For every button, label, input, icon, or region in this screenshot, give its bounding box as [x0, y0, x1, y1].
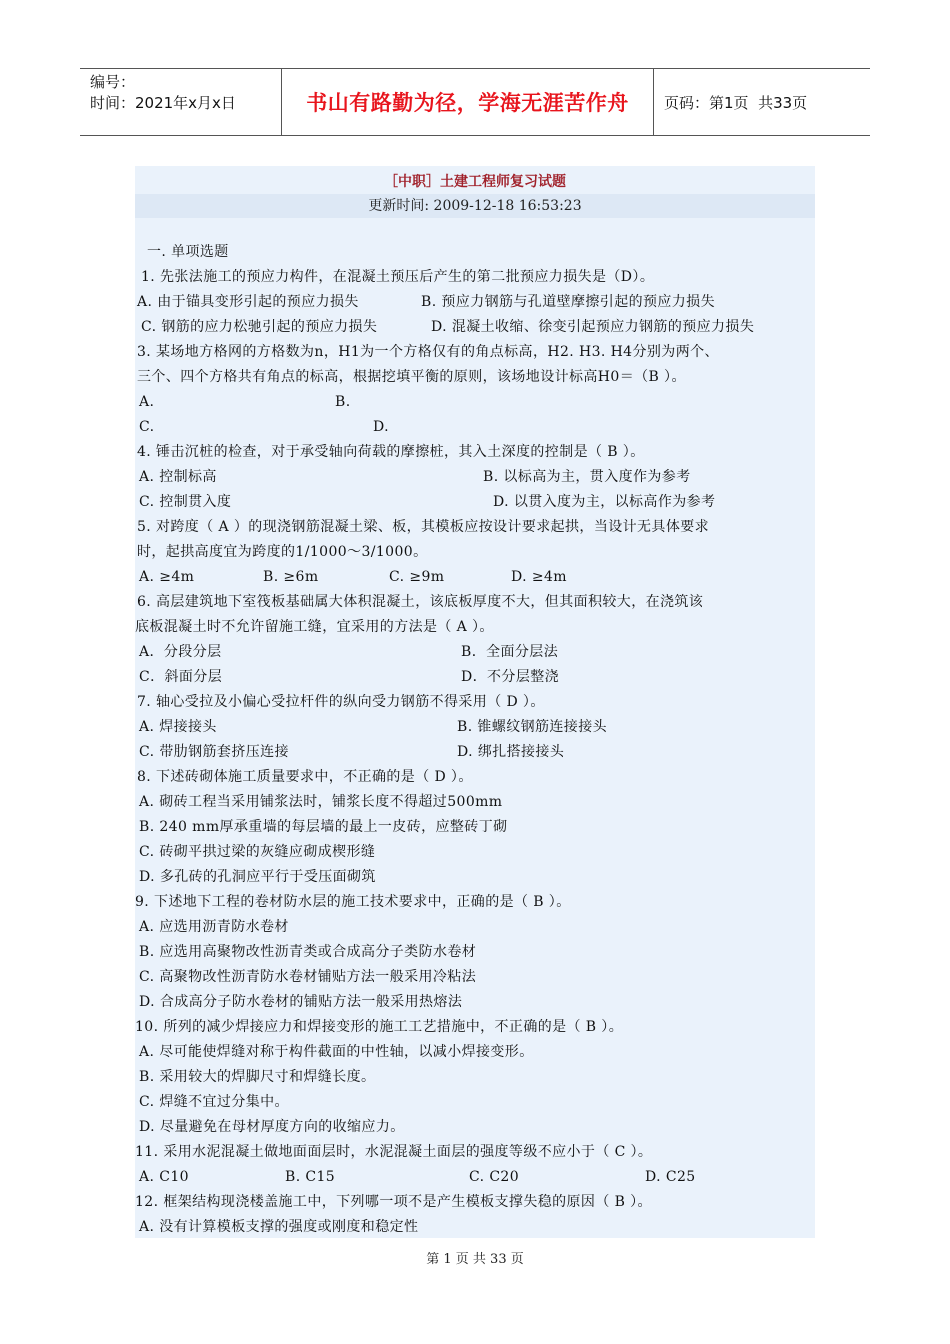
line-text: 3. 某场地方格网的方格数为n，H1为一个方格仅有的角点标高，H2. H3. H4分别为两个、: [137, 344, 719, 360]
question-list: [135, 240, 815, 1240]
document-panel: [135, 166, 815, 1238]
line-text: 12. 框架结构现浇楼盖施工中，下列哪一项不是产生模板支撑失稳的原因（ B ）。: [135, 1194, 652, 1210]
question-line: [135, 715, 815, 740]
option-text: B. 预应力钢筋与孔道壁摩擦引起的预应力损失: [421, 294, 715, 310]
option-text: B. ≥6m: [263, 569, 319, 585]
line-text: A. 砌砖工程当采用铺浆法时，铺浆长度不得超过500mm: [139, 794, 503, 810]
line-text: A. C10: [139, 1169, 189, 1185]
document-title: ［中职］土建工程师复习试题: [384, 174, 566, 190]
question-line: [135, 465, 815, 490]
question-line: [135, 240, 815, 265]
header-meta: [80, 69, 282, 135]
question-line: [135, 1190, 815, 1215]
question-line: [135, 365, 815, 390]
question-line: [135, 940, 815, 965]
line-text: 10. 所列的减少焊接应力和焊接变形的施工工艺措施中，不正确的是（ B ）。: [135, 1019, 624, 1035]
question-line: [135, 815, 815, 840]
question-line: [135, 540, 815, 565]
line-text: C.: [139, 419, 155, 435]
line-text: B. 240 mm厚承重墙的每层墙的最上一皮砖，应整砖丁砌: [139, 819, 508, 835]
line-text: A. 没有计算模板支撑的强度或刚度和稳定性: [139, 1219, 419, 1235]
option-text: D. 以贯入度为主，以标高作为参考: [493, 494, 716, 510]
option-text: D．不分层整浇: [461, 669, 560, 685]
line-text: 时，起拱高度宜为跨度的1/1000～3/1000。: [137, 544, 428, 560]
line-text: A. ≥4m: [139, 569, 195, 585]
question-line: [135, 565, 815, 590]
question-line: [135, 790, 815, 815]
question-line: [135, 840, 815, 865]
question-line: [135, 1140, 815, 1165]
question-line: [135, 265, 815, 290]
line-text: D. 合成高分子防水卷材的铺贴方法一般采用热熔法: [139, 994, 463, 1010]
header-motto: 书山有路勤为径，学海无涯苦作舟: [282, 69, 654, 135]
question-line: [135, 1040, 815, 1065]
line-text: B. 应选用高聚物改性沥青类或合成高分子类防水卷材: [139, 944, 477, 960]
line-text: 7. 轴心受拉及小偏心受拉杆件的纵向受力钢筋不得采用（ D ）。: [137, 694, 545, 710]
line-text: D. 尽量避免在母材厚度方向的收缩应力。: [139, 1119, 405, 1135]
question-line: [135, 990, 815, 1015]
line-text: A. 应选用沥青防水卷材: [139, 919, 289, 935]
question-line: [135, 965, 815, 990]
line-text: A. 由于锚具变形引起的预应力损失: [137, 294, 359, 310]
line-text: B. 采用较大的焊脚尺寸和焊缝长度。: [139, 1069, 376, 1085]
option-text: B．全面分层法: [461, 644, 559, 660]
question-line: [135, 915, 815, 940]
question-line: [135, 665, 815, 690]
option-text: B. C15: [285, 1169, 336, 1185]
question-line: [135, 690, 815, 715]
line-text: 8. 下述砖砌体施工质量要求中，不正确的是（ D ）。: [137, 769, 473, 785]
line-text: 三个、四个方格共有角点的标高，根据挖填平衡的原则，该场地设计标高H0＝（B ）。: [137, 369, 686, 385]
question-line: [135, 390, 815, 415]
page-header: [80, 68, 870, 136]
question-line: [135, 1165, 815, 1190]
line-text: C. 控制贯入度: [139, 494, 232, 510]
option-text: B.: [335, 394, 351, 410]
option-text: B. 以标高为主，贯入度作为参考: [483, 469, 691, 485]
question-line: [135, 315, 815, 340]
question-line: [135, 740, 815, 765]
option-text: D.: [373, 419, 389, 435]
line-text: A. 尽可能使焊缝对称于构件截面的中性轴，以减小焊接变形。: [139, 1044, 534, 1060]
page-footer: 第 1 页 共 33 页: [426, 1252, 524, 1267]
header-page-info: [654, 69, 870, 135]
option-text: D. 混凝土收缩、徐变引起预应力钢筋的预应力损失: [431, 319, 755, 335]
question-line: [135, 640, 815, 665]
question-line: [135, 1115, 815, 1140]
question-line: [135, 765, 815, 790]
line-text: C．斜面分层: [139, 669, 223, 685]
line-text: 11. 采用水泥混凝土做地面面层时，水泥混凝土面层的强度等级不应小于（ C ）。: [135, 1144, 653, 1160]
line-text: D. 多孔砖的孔洞应平行于受压面砌筑: [139, 869, 376, 885]
date-label: 时间：2021年x月x日: [90, 94, 236, 112]
line-text: C. 带肋钢筋套挤压连接: [139, 744, 289, 760]
line-text: 一. 单项选题: [147, 244, 229, 260]
option-text: C. C20: [469, 1169, 520, 1185]
question-line: [135, 1065, 815, 1090]
question-line: [135, 340, 815, 365]
line-text: 5. 对跨度（ A ）的现浇钢筋混凝土梁、板，其模板应按设计要求起拱，当设计无具体要求: [137, 519, 710, 535]
question-line: [135, 490, 815, 515]
option-text: D. C25: [645, 1169, 696, 1185]
option-text: D. 绑扎搭接接头: [457, 744, 565, 760]
question-line: [135, 1215, 815, 1240]
line-text: A. 控制标高: [139, 469, 217, 485]
document-update-time: 更新时间: 2009-12-18 16:53:23: [135, 194, 815, 218]
question-line: [135, 865, 815, 890]
line-text: 6. 高层建筑地下室筏板基础属大体积混凝土，该底板厚度不大，但其面积较大，在浇筑该: [137, 594, 704, 610]
line-text: C. 钢筋的应力松驰引起的预应力损失: [141, 319, 378, 335]
line-text: 4. 锤击沉桩的检查，对于承受轴向荷载的摩擦桩，其入土深度的控制是（ B ）。: [137, 444, 645, 460]
question-line: [135, 590, 815, 615]
page-info-text: 页码：第1页 共33页: [664, 93, 808, 112]
line-text: A. 焊接接头: [139, 719, 217, 735]
number-label: 编号：: [90, 73, 136, 91]
question-line: [135, 440, 815, 465]
line-text: A．分段分层: [139, 644, 222, 660]
line-text: A.: [139, 394, 155, 410]
line-text: C. 高聚物改性沥青防水卷材铺贴方法一般采用冷粘法: [139, 969, 477, 985]
option-text: C. ≥9m: [389, 569, 445, 585]
question-line: [135, 1015, 815, 1040]
line-text: 1. 先张法施工的预应力构件，在混凝土预压后产生的第二批预应力损失是（D）。: [141, 269, 655, 285]
option-text: B. 锥螺纹钢筋连接接头: [457, 719, 607, 735]
option-text: D. ≥4m: [511, 569, 567, 585]
question-line: [135, 1090, 815, 1115]
question-line: [135, 890, 815, 915]
question-line: [135, 415, 815, 440]
question-line: [135, 290, 815, 315]
line-text: C. 焊缝不宜过分集中。: [139, 1094, 289, 1110]
line-text: 底板混凝土时不允许留施工缝，宜采用的方法是（ A ）。: [135, 619, 494, 635]
question-line: [135, 515, 815, 540]
line-text: 9. 下述地下工程的卷材防水层的施工技术要求中，正确的是（ B ）。: [135, 894, 571, 910]
question-line: [135, 615, 815, 640]
line-text: C. 砖砌平拱过梁的灰缝应砌成楔形缝: [139, 844, 376, 860]
